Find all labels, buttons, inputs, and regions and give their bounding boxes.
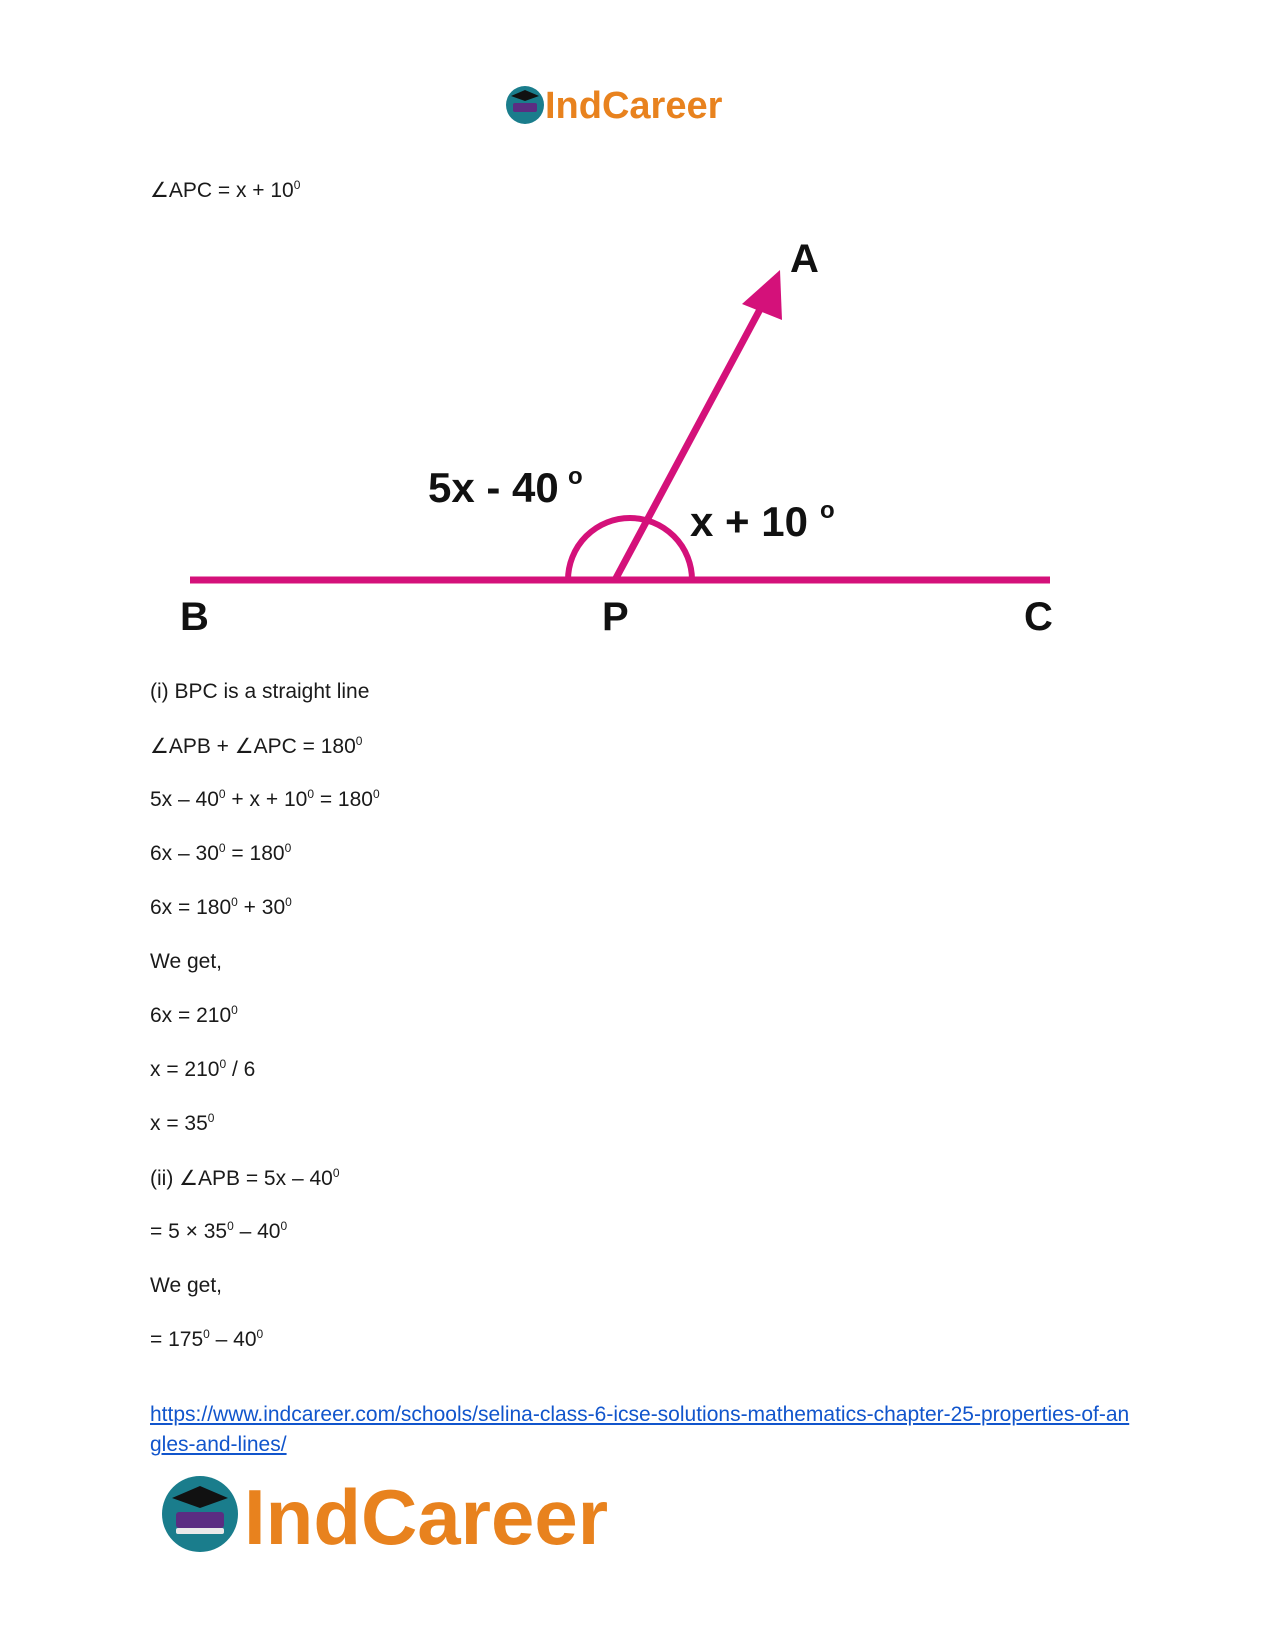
solution-line: (ii) ∠APB = $5x - 40^0$ [150, 1166, 340, 1190]
label-a: A [790, 240, 819, 281]
source-url-link[interactable]: https://www.indcareer.com/schools/selina-class-6-icse-solutions-mathematics-chapter-25-properties-of-angles-and-lines/ [150, 1403, 1130, 1456]
logo-text: IndCareer [244, 1473, 609, 1560]
label-b: B [180, 595, 209, 639]
solution-line: We get, [150, 950, 222, 973]
solution-line: $x = 210^0 / 6$ [150, 1057, 256, 1081]
solution-line: $6x = 180^0 + 30^0$ [150, 895, 292, 919]
solution-line: $x = 35^0$ [150, 1111, 215, 1135]
angle-left-label: 5x - 40 [428, 464, 559, 511]
solution-line: $5x - 40^0 + x + 10^0 = 180^0$ [150, 787, 380, 811]
solution-line: = $5 \times 35^0 - 40^0$ [150, 1219, 288, 1243]
intro-equation: ∠APC = $x + 10^0$ [150, 178, 301, 202]
indcareer-logo-top[interactable] [505, 80, 775, 130]
solution-line: We get, [150, 1274, 222, 1297]
solution-line: = $175^0 - 40^0$ [150, 1327, 264, 1351]
angle-left-degree: o [568, 463, 583, 490]
solution-line: ∠APB + ∠APC = $180^0$ [150, 734, 363, 758]
angle-right-label: x + 10 [690, 498, 808, 545]
angle-right-degree: o [820, 497, 835, 524]
solution-line: $6x = 210^0$ [150, 1003, 238, 1027]
indcareer-logo-bottom[interactable] [160, 1468, 700, 1560]
logo-text: IndCareer [545, 85, 723, 127]
solution-line: $6x - 30^0 = 180^0$ [150, 841, 292, 865]
label-c: C [1024, 595, 1053, 639]
solution-line: (i) BPC is a straight line [150, 680, 370, 703]
label-p: P [602, 595, 629, 639]
angle-diagram [170, 240, 1070, 640]
